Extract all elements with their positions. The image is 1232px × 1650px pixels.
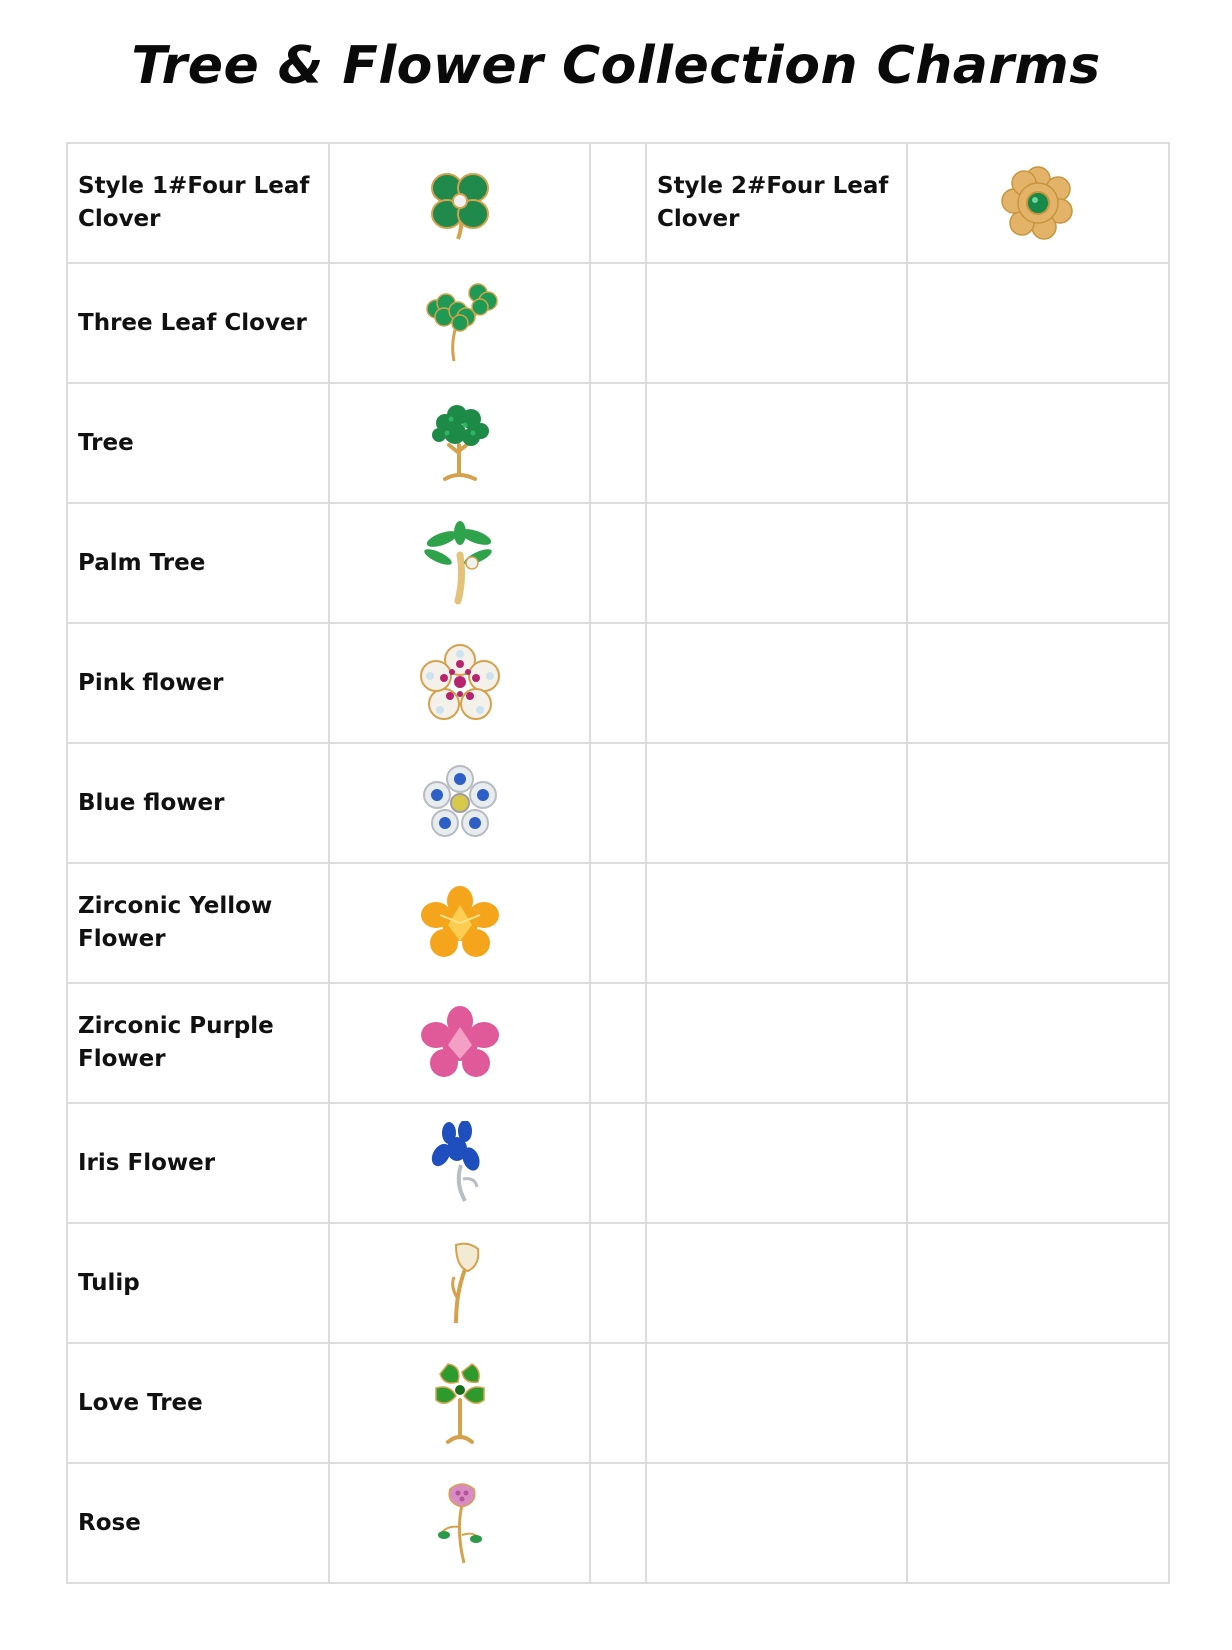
table-row [67, 1223, 1169, 1343]
spacer-cell [590, 383, 646, 503]
charm-name-cell [67, 503, 329, 623]
charm-name-cell [67, 263, 329, 383]
charm-image-cell [329, 263, 590, 383]
empty-cell [646, 263, 907, 383]
charm-image-cell [907, 143, 1169, 263]
palm-tree-icon [420, 521, 500, 605]
table-row [67, 383, 1169, 503]
page-title: Tree & Flower Collection Charms [131, 36, 1101, 96]
charm-name: Three Leaf Clover [78, 309, 307, 336]
charm-name-cell [67, 383, 329, 503]
charm-image-cell [329, 983, 590, 1103]
spacer-cell [590, 1463, 646, 1583]
charm-name-cell [67, 1463, 329, 1583]
empty-cell [907, 1343, 1169, 1463]
charm-table [66, 142, 1170, 1584]
charm-name: Palm Tree [78, 549, 206, 576]
charm-image-cell [329, 503, 590, 623]
empty-cell [907, 623, 1169, 743]
empty-cell [907, 383, 1169, 503]
charm-name-cell [67, 1103, 329, 1223]
charm-image-cell [329, 623, 590, 743]
spacer-cell [590, 263, 646, 383]
charm-name: Zirconic Yellow Flower [78, 893, 273, 952]
charm-image-cell [329, 383, 590, 503]
empty-cell [646, 1463, 907, 1583]
tulip-icon [430, 1239, 490, 1327]
table-row [67, 1103, 1169, 1223]
spacer-cell [590, 1223, 646, 1343]
tree-icon [425, 401, 495, 485]
charm-name: Zirconic Purple Flower [78, 1013, 274, 1072]
charm-name-cell [67, 143, 329, 263]
spacer-cell [590, 983, 646, 1103]
table-row [67, 1343, 1169, 1463]
charm-name: Tulip [78, 1269, 140, 1296]
empty-cell [646, 1223, 907, 1343]
blue-flower-icon [420, 763, 500, 843]
charm-name-cell [67, 623, 329, 743]
love-tree-icon [428, 1360, 492, 1446]
charm-image-cell [329, 143, 590, 263]
pink-flower-icon [418, 642, 502, 724]
empty-cell [646, 623, 907, 743]
charm-name: Rose [78, 1509, 141, 1536]
empty-cell [907, 1463, 1169, 1583]
charm-name: Blue flower [78, 789, 225, 816]
charm-name: Love Tree [78, 1389, 203, 1416]
yellow-zircon-flower-icon [420, 885, 500, 961]
empty-cell [646, 983, 907, 1103]
empty-cell [907, 263, 1169, 383]
spacer-cell [590, 1103, 646, 1223]
purple-zircon-flower-icon [420, 1005, 500, 1081]
charm-image-cell [329, 1463, 590, 1583]
charm-image-cell [329, 1103, 590, 1223]
empty-cell [907, 983, 1169, 1103]
empty-cell [907, 1103, 1169, 1223]
charm-name-cell [67, 743, 329, 863]
charm-name: Style 2#Four Leaf Clover [657, 173, 889, 232]
spacer-cell [590, 863, 646, 983]
table-row [67, 863, 1169, 983]
charm-name-cell [67, 863, 329, 983]
charm-image-cell [329, 863, 590, 983]
empty-cell [646, 503, 907, 623]
charm-name: Tree [78, 429, 134, 456]
table-row [67, 263, 1169, 383]
spacer-cell [590, 503, 646, 623]
table-row [67, 1463, 1169, 1583]
charm-name-cell [67, 1343, 329, 1463]
spacer-cell [590, 143, 646, 263]
charm-name-cell [646, 143, 907, 263]
rose-icon [430, 1479, 490, 1567]
table-row [67, 983, 1169, 1103]
empty-cell [646, 743, 907, 863]
empty-cell [646, 383, 907, 503]
charm-name: Pink flower [78, 669, 224, 696]
empty-cell [907, 743, 1169, 863]
empty-cell [646, 1343, 907, 1463]
charm-name-cell [67, 1223, 329, 1343]
table-row [67, 743, 1169, 863]
iris-flower-icon [425, 1121, 495, 1205]
empty-cell [907, 863, 1169, 983]
empty-cell [907, 1223, 1169, 1343]
table-row [67, 143, 1169, 263]
charm-name: Style 1#Four Leaf Clover [78, 173, 310, 232]
spacer-cell [590, 743, 646, 863]
empty-cell [646, 863, 907, 983]
table-row [67, 623, 1169, 743]
charm-name: Iris Flower [78, 1149, 216, 1176]
table-row [67, 503, 1169, 623]
charm-image-cell [329, 1343, 590, 1463]
four-leaf-clover-icon [420, 161, 500, 245]
empty-cell [646, 1103, 907, 1223]
charm-image-cell [329, 1223, 590, 1343]
gold-flower-emerald-icon [1000, 165, 1076, 241]
charm-image-cell [329, 743, 590, 863]
charm-name-cell [67, 983, 329, 1103]
three-leaf-clover-icon [420, 281, 500, 365]
spacer-cell [590, 1343, 646, 1463]
empty-cell [907, 503, 1169, 623]
spacer-cell [590, 623, 646, 743]
